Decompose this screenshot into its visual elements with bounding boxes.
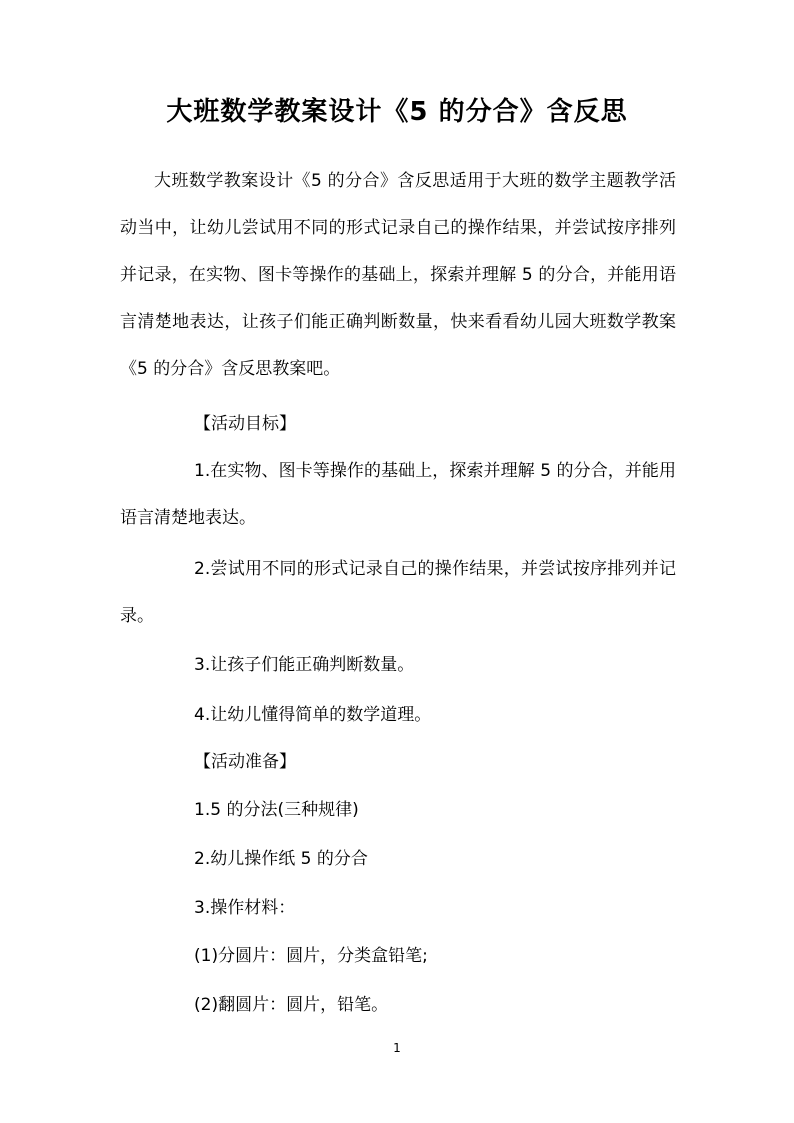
prep-item-1: 1.5 的分法(三种规律)	[194, 800, 359, 820]
goal-item-4: 4.让幼儿懂得简单的数学道理。	[194, 705, 432, 725]
prep-item-2: 2.幼儿操作纸 5 的分合	[194, 849, 368, 869]
prep-subitem-1: (1)分圆片：圆片，分类盒铅笔;	[194, 946, 428, 966]
goal-item-2: 2.尝试用不同的形式记录自己的操作结果，并尝试按序排列并记录。	[120, 559, 676, 626]
page-number: 1	[393, 1041, 401, 1055]
section-heading-prep: 【活动准备】	[194, 752, 296, 772]
prep-item-3: 3.操作材料：	[194, 898, 296, 918]
section-heading-goals: 【活动目标】	[194, 414, 296, 434]
document-title: 大班数学教案设计《5 的分合》含反思	[166, 97, 628, 127]
prep-subitem-2: (2)翻圆片：圆片，铅笔。	[194, 995, 389, 1015]
goal-item-3: 3.让孩子们能正确判断数量。	[194, 655, 415, 675]
intro-paragraph: 大班数学教案设计《5 的分合》含反思适用于大班的数学主题教学活动当中，让幼儿尝试用不同的形式记录自己的操作结果，并尝试按序排列并记录，在实物、图卡等操作的基础上，探索并理解 5 的分合，并能用语言清楚地表达，让孩子们能正确判断数量，快来看看幼儿园大班数学教案《5 的分合》含反思教案吧。	[120, 171, 676, 379]
goal-item-1: 1.在实物、图卡等操作的基础上，探索并理解 5 的分合，并能用语言清楚地表达。	[120, 461, 676, 528]
